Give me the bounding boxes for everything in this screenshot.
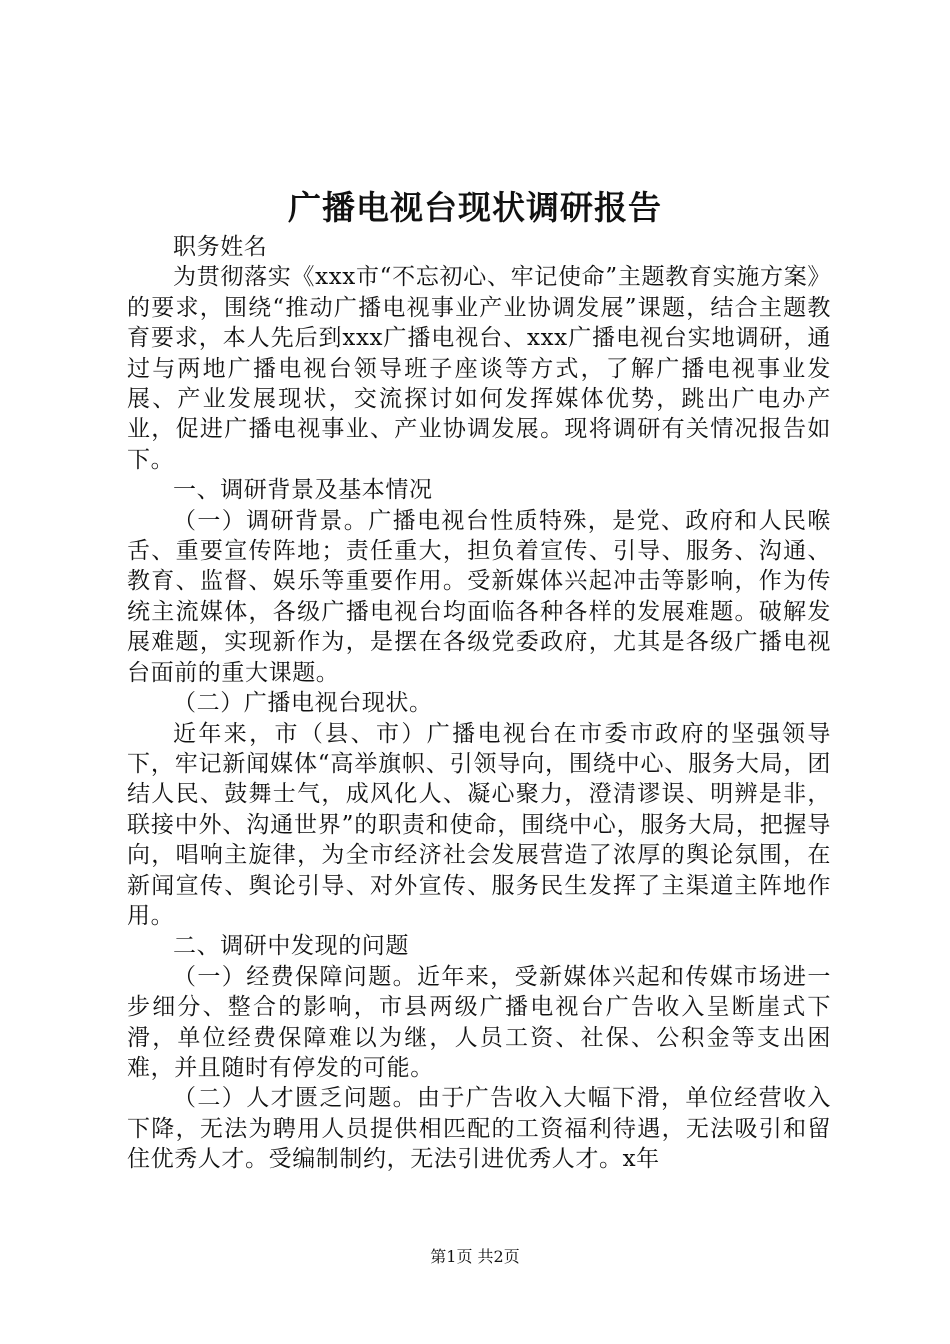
document-body bbox=[127, 232, 831, 1175]
paragraph-research-background: （一）调研背景。广播电视台性质特殊，是党、政府和人民喉舌、重要宣传阵地；责任重大，担负着宣传、引导、服务、沟通、教育、监督、娱乐等重要作用。受新媒体兴起冲击等影响，作为传统主流媒体，各级广播电视台均面临各种各样的发展难题。破解发展难题，实现新作为，是摆在各级党委政府，尤其是各级广播电视台面前的重大课题。 bbox=[127, 507, 831, 686]
page-footer: 第1页 共2页 bbox=[430, 1247, 520, 1266]
paragraph-talent-issue: （二）人才匮乏问题。由于广告收入大幅下滑，单位经营收入下降，无法为聘用人员提供相匹配的工资福利待遇，无法吸引和留住优秀人才。受编制制约，无法引进优秀人才。x年 bbox=[127, 1085, 831, 1173]
intro-paragraph: 为贯彻落实《xxx市“不忘初心、牢记使命”主题教育实施方案》的要求，围绕“推动广播电视事业产业协调发展”课题，结合主题教育要求，本人先后到xxx广播电视台、xxx广播电视台实地调研，通过与两地广播电视台领导班子座谈等方式，了解广播电视事业发展、产业发展现状，交流探讨如何发挥媒体优势，跳出广电办产业，促进广播电视事业、产业协调发展。现将调研有关情况报告如下。 bbox=[127, 264, 831, 473]
section-heading-2: 二、调研中发现的问题 bbox=[173, 933, 409, 960]
document-title: 广播电视台现状调研报告 bbox=[288, 188, 662, 227]
author-line: 职务姓名 bbox=[173, 234, 268, 260]
paragraph-current-status: 近年来，市（县、市）广播电视台在市委市政府的坚强领导下，牢记新闻媒体“高举旗帜、引领导向，围绕中心、服务大局，团结人民、鼓舞士气，成风化人、凝心聚力，澄清谬误、明辨是非，联接中外、沟通世界”的职责和使命，围绕中心，服务大局，把握导向，唱响主旋律，为全市经济社会发展营造了浓厚的舆论氛围，在新闻宣传、舆论引导、对外宣传、服务民生发挥了主渠道主阵地作用。 bbox=[127, 720, 831, 929]
subheading-current-status: （二）广播电视台现状。 bbox=[173, 690, 433, 717]
section-heading-1: 一、调研背景及基本情况 bbox=[173, 477, 433, 504]
paragraph-funding-issue: （一）经费保障问题。近年来，受新媒体兴起和传媒市场进一步细分、整合的影响，市县两级广播电视台广告收入呈断崖式下滑，单位经费保障难以为继，人员工资、社保、公积金等支出困难，并且随时有停发的可能。 bbox=[127, 963, 831, 1081]
